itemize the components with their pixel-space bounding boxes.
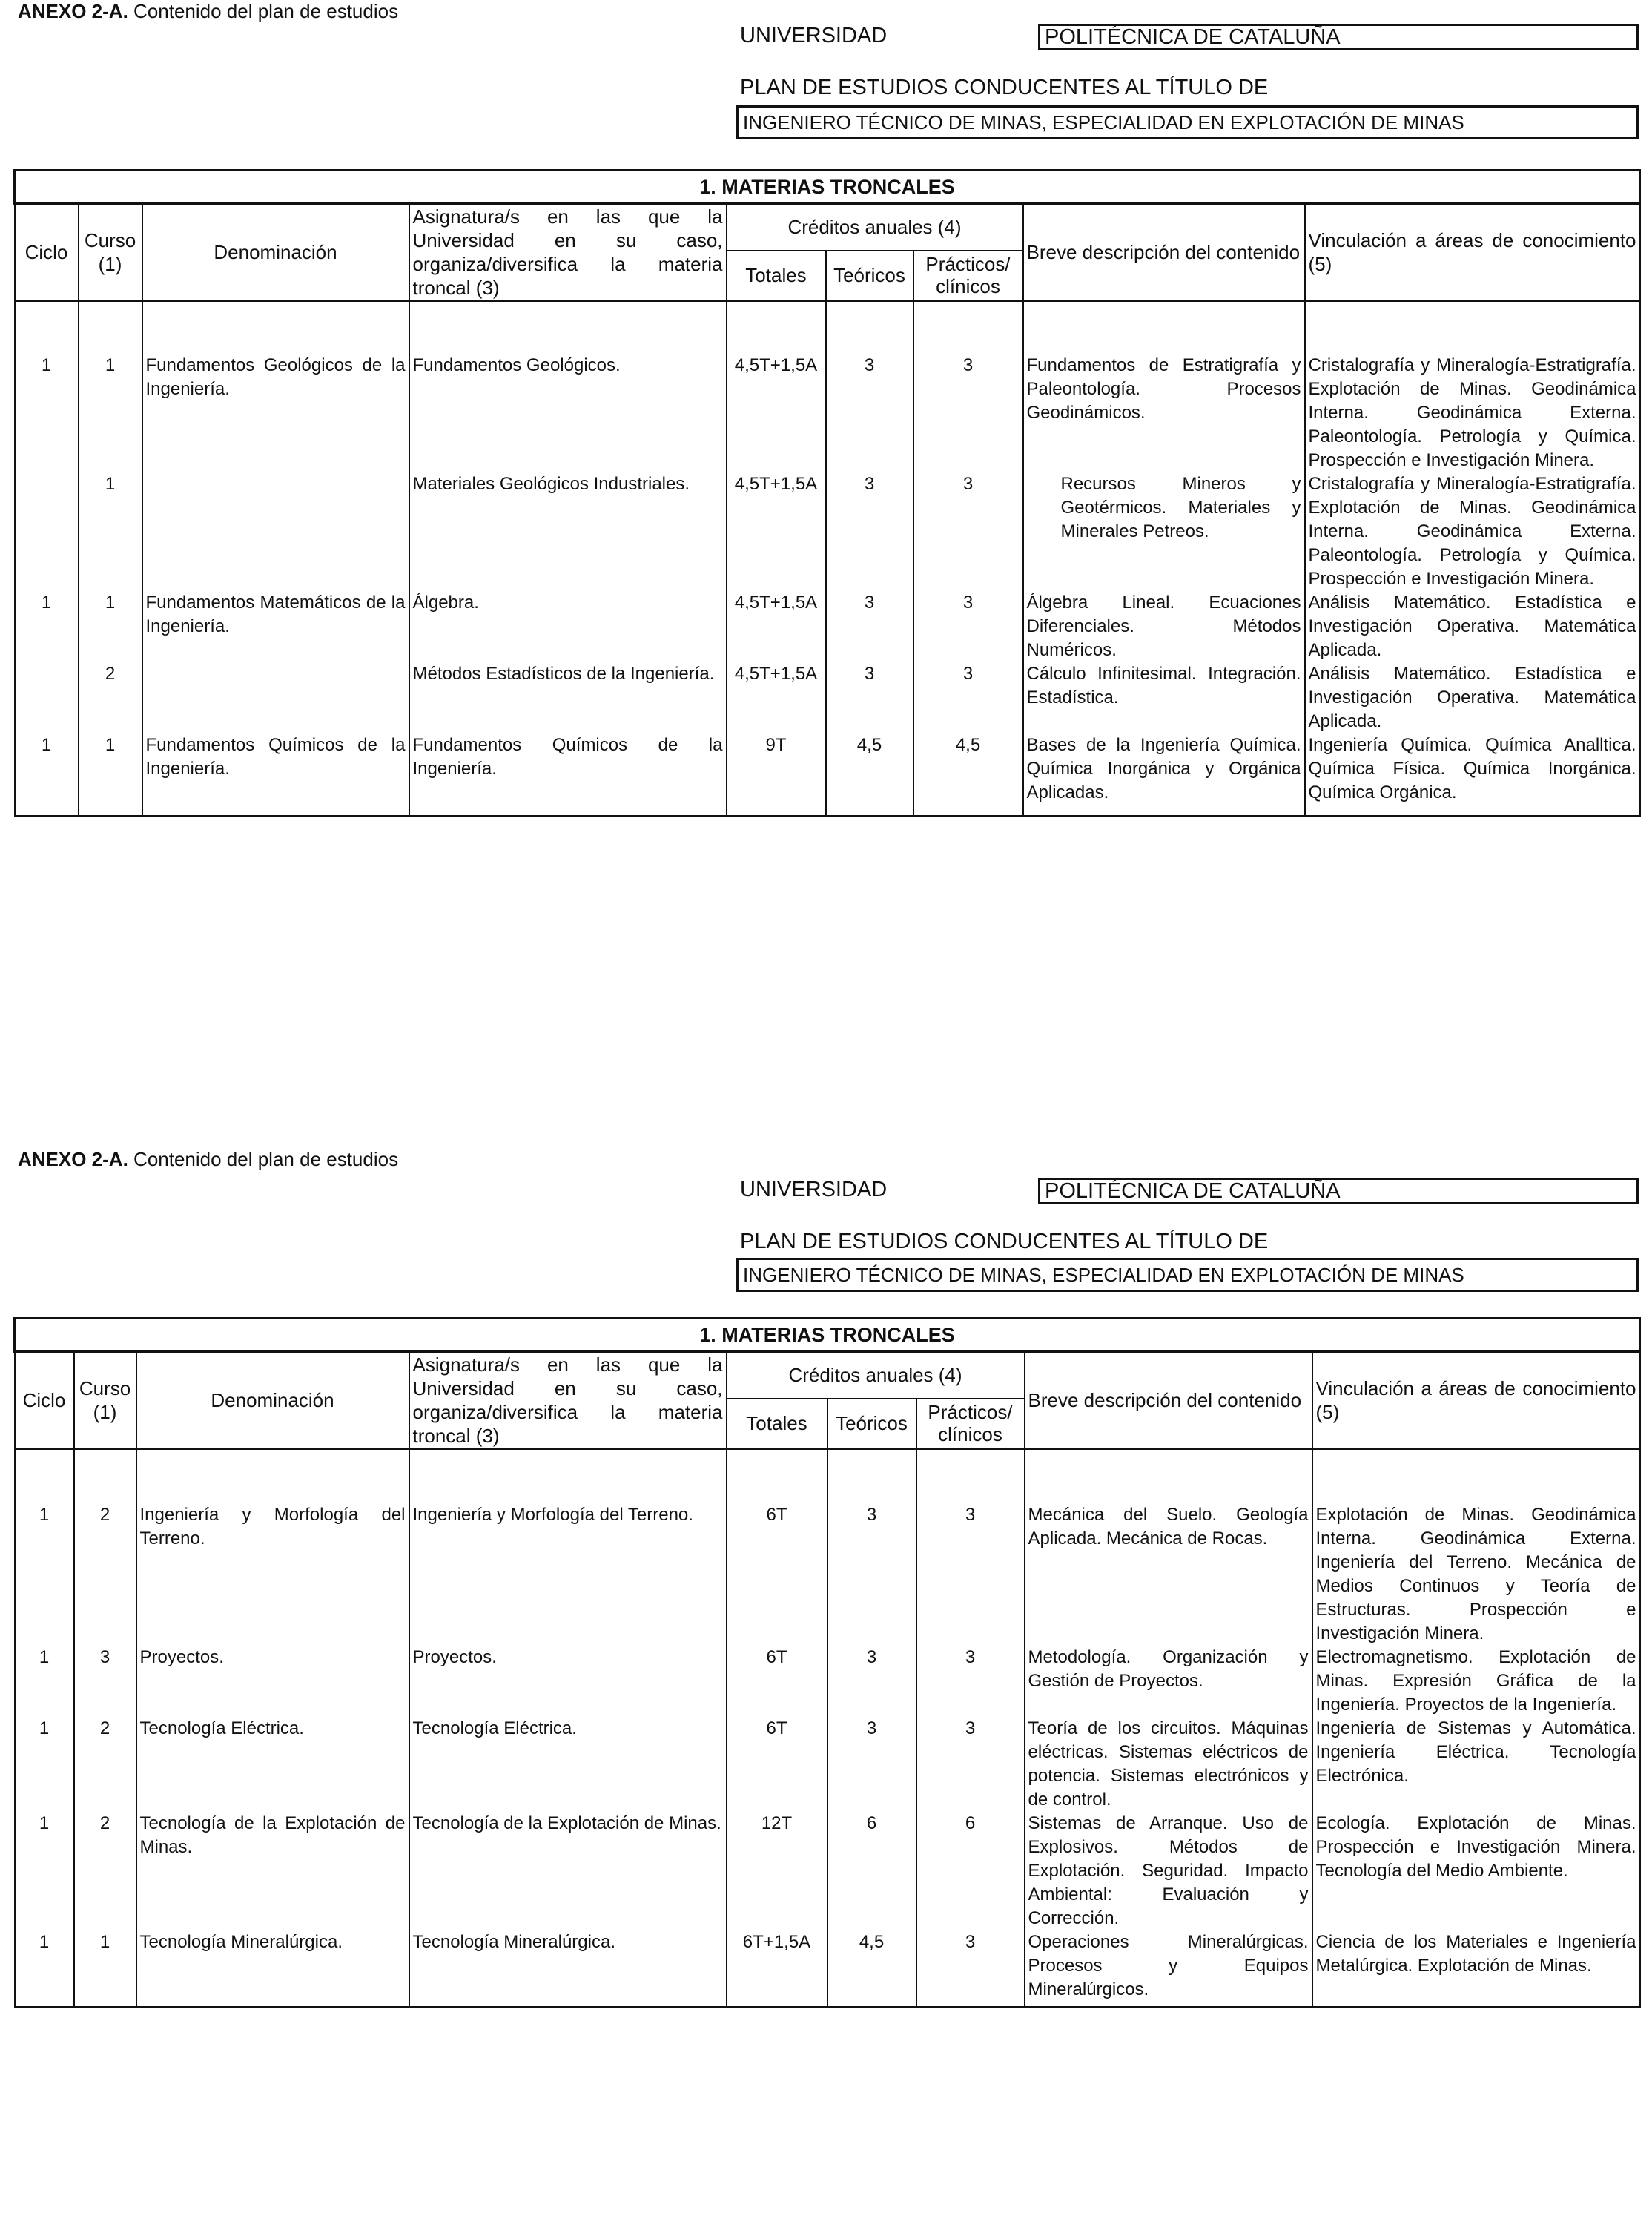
cell-breve: Teoría de los circuitos. Máquinas eléctricas. Sistemas eléctricos de potencia. Sistemas electrónicos y de control.	[1025, 1717, 1312, 1812]
cell-vinculacion: Ciencia de los Materiales e Ingeniería Metalúrgica. Explotación de Minas.	[1312, 1930, 1640, 2008]
cell-totales: 12T	[727, 1812, 827, 1930]
table-title: 1. MATERIAS TRONCALES	[15, 1319, 1640, 1352]
cell-asignatura: Fundamentos Químicos de la Ingeniería.	[409, 733, 727, 817]
header-asignatura: Asignatura/s en las que la Universidad en su caso, organiza/diversifica la materia troncal (3)	[409, 1352, 727, 1449]
table-row	[15, 1646, 1640, 1717]
cell-vinculacion: Análisis Matemático. Estadística e Investigación Operativa. Matemática Aplicada.	[1305, 591, 1640, 662]
table-row	[15, 662, 1640, 733]
header-vinculacion: Vinculación a áreas de conocimiento (5)	[1305, 204, 1640, 301]
cell-curso: 2	[74, 1812, 136, 1930]
table-row	[15, 1449, 1640, 1646]
cell-ciclo: 1	[15, 1930, 74, 2008]
table-row	[15, 1930, 1640, 2008]
cell-curso: 1	[79, 472, 142, 591]
cell-vinculacion: Ingeniería Química. Química Analltica. Química Física. Química Inorgánica. Química Orgánica.	[1305, 733, 1640, 817]
cell-curso: 1	[74, 1930, 136, 2008]
cell-curso: 1	[79, 591, 142, 662]
cell-asignatura: Tecnología de la Explotación de Minas.	[409, 1812, 727, 1930]
cell-asignatura: Fundamentos Geológicos.	[409, 301, 727, 473]
cell-asignatura: Materiales Geológicos Industriales.	[409, 472, 727, 591]
cell-asignatura: Métodos Estadísticos de la Ingeniería.	[409, 662, 727, 733]
cell-teoricos: 3	[826, 472, 913, 591]
cell-breve: Operaciones Mineralúrgicas. Procesos y Equipos Mineralúrgicos.	[1025, 1930, 1312, 2008]
cell-teoricos: 3	[826, 591, 913, 662]
cell-totales: 4,5T+1,5A	[727, 472, 826, 591]
table-row	[15, 1812, 1640, 1930]
cell-totales: 4,5T+1,5A	[727, 662, 826, 733]
header-practicos: Prácticos/ clínicos	[916, 1399, 1025, 1449]
cell-breve: Recursos Mineros y Geotérmicos. Materiales y Minerales Petreos.	[1023, 472, 1305, 591]
universidad-value: POLITÉCNICA DE CATALUÑA	[1038, 24, 1639, 50]
cell-teoricos: 3	[827, 1717, 916, 1812]
cell-breve: Mecánica del Suelo. Geología Aplicada. Mecánica de Rocas.	[1025, 1449, 1312, 1646]
cell-asignatura: Ingeniería y Morfología del Terreno.	[409, 1449, 727, 1646]
cell-denominacion: Tecnología Mineralúrgica.	[136, 1930, 409, 2008]
cell-teoricos: 3	[826, 301, 913, 473]
cell-teoricos: 3	[827, 1646, 916, 1717]
header-denominacion: Denominación	[136, 1352, 409, 1449]
cell-vinculacion: Explotación de Minas. Geodinámica Interna. Geodinámica Externa. Ingeniería del Terreno. Mecánica de Medios Continuos y Teoría de Estructuras. Prospección e Investigación Minera.	[1312, 1449, 1640, 1646]
table-title: 1. MATERIAS TRONCALES	[15, 171, 1640, 204]
cell-ciclo	[15, 662, 79, 733]
cell-practicos: 3	[916, 1930, 1025, 2008]
cell-teoricos: 3	[827, 1449, 916, 1646]
universidad-label: UNIVERSIDAD	[740, 1178, 888, 1201]
cell-practicos: 3	[913, 472, 1023, 591]
cell-breve: Álgebra Lineal. Ecuaciones Diferenciales. Métodos Numéricos.	[1023, 591, 1305, 662]
header-totales: Totales	[727, 251, 826, 301]
cell-curso: 3	[74, 1646, 136, 1717]
cell-breve: Metodología. Organización y Gestión de Proyectos.	[1025, 1646, 1312, 1717]
cell-totales: 6T	[727, 1449, 827, 1646]
titulo-value: INGENIERO TÉCNICO DE MINAS, ESPECIALIDAD EN EXPLOTACIÓN DE MINAS	[736, 105, 1639, 139]
header-denominacion: Denominación	[142, 204, 409, 301]
cell-teoricos: 3	[826, 662, 913, 733]
titulo-value: INGENIERO TÉCNICO DE MINAS, ESPECIALIDAD EN EXPLOTACIÓN DE MINAS	[736, 1258, 1639, 1292]
header-teoricos: Teóricos	[827, 1399, 916, 1449]
header-curso: Curso (1)	[79, 204, 142, 301]
cell-denominacion: Fundamentos Matemáticos de la Ingeniería.	[142, 591, 409, 662]
cell-vinculacion: Análisis Matemático. Estadística e Investigación Operativa. Matemática Aplicada.	[1305, 662, 1640, 733]
anexo-heading: ANEXO 2-A. Contenido del plan de estudios	[18, 0, 399, 22]
materias-table	[13, 1317, 1641, 2008]
plan-label: PLAN DE ESTUDIOS CONDUCENTES AL TÍTULO DE	[740, 1230, 1269, 1253]
cell-denominacion: Tecnología de la Explotación de Minas.	[136, 1812, 409, 1930]
cell-vinculacion: Ingeniería de Sistemas y Automática. Ingeniería Eléctrica. Tecnología Electrónica.	[1312, 1717, 1640, 1812]
cell-practicos: 3	[916, 1449, 1025, 1646]
cell-asignatura: Tecnología Eléctrica.	[409, 1717, 727, 1812]
header-vinculacion: Vinculación a áreas de conocimiento (5)	[1312, 1352, 1640, 1449]
header-totales: Totales	[727, 1399, 827, 1449]
cell-asignatura: Tecnología Mineralúrgica.	[409, 1930, 727, 2008]
cell-ciclo: 1	[15, 733, 79, 817]
plan-label: PLAN DE ESTUDIOS CONDUCENTES AL TÍTULO DE	[740, 76, 1269, 99]
universidad-value: POLITÉCNICA DE CATALUÑA	[1038, 1178, 1639, 1204]
cell-denominacion: Ingeniería y Morfología del Terreno.	[136, 1449, 409, 1646]
cell-ciclo: 1	[15, 301, 79, 473]
cell-breve: Bases de la Ingeniería Química. Química Inorgánica y Orgánica Aplicadas.	[1023, 733, 1305, 817]
cell-ciclo: 1	[15, 1717, 74, 1812]
cell-totales: 4,5T+1,5A	[727, 301, 826, 473]
cell-denominacion	[142, 662, 409, 733]
cell-practicos: 4,5	[913, 733, 1023, 817]
header-asignatura: Asignatura/s en las que la Universidad en su caso, organiza/diversifica la materia troncal (3)	[409, 204, 727, 301]
anexo-heading: ANEXO 2-A. Contenido del plan de estudios	[18, 1148, 399, 1170]
cell-practicos: 3	[913, 301, 1023, 473]
table-row	[15, 472, 1640, 591]
cell-ciclo	[15, 472, 79, 591]
cell-curso: 2	[79, 662, 142, 733]
cell-denominacion: Fundamentos Geológicos de la Ingeniería.	[142, 301, 409, 473]
cell-totales: 9T	[727, 733, 826, 817]
header-creditos: Créditos anuales (4)	[727, 1352, 1025, 1399]
header-ciclo: Ciclo	[15, 1352, 74, 1449]
header-creditos: Créditos anuales (4)	[727, 204, 1023, 251]
cell-denominacion: Tecnología Eléctrica.	[136, 1717, 409, 1812]
header-teoricos: Teóricos	[826, 251, 913, 301]
header-curso: Curso (1)	[74, 1352, 136, 1449]
cell-ciclo: 1	[15, 1812, 74, 1930]
header-breve: Breve descripción del contenido	[1025, 1352, 1312, 1449]
cell-totales: 6T	[727, 1717, 827, 1812]
cell-practicos: 3	[916, 1717, 1025, 1812]
cell-curso: 2	[74, 1449, 136, 1646]
cell-teoricos: 4,5	[826, 733, 913, 817]
cell-teoricos: 4,5	[827, 1930, 916, 2008]
cell-totales: 6T	[727, 1646, 827, 1717]
cell-asignatura: Proyectos.	[409, 1646, 727, 1717]
table-row	[15, 733, 1640, 817]
cell-ciclo: 1	[15, 1646, 74, 1717]
materias-table	[13, 169, 1641, 817]
cell-asignatura: Álgebra.	[409, 591, 727, 662]
cell-totales: 6T+1,5A	[727, 1930, 827, 2008]
cell-vinculacion: Cristalografía y Mineralogía-Estratigrafía. Explotación de Minas. Geodinámica Interna. Geodinámica Externa. Paleontología. Petrología y Química. Prospección e Investigación Minera.	[1305, 301, 1640, 473]
cell-ciclo: 1	[15, 1449, 74, 1646]
cell-curso: 2	[74, 1717, 136, 1812]
cell-breve: Cálculo Infinitesimal. Integración. Estadística.	[1023, 662, 1305, 733]
cell-denominacion: Fundamentos Químicos de la Ingeniería.	[142, 733, 409, 817]
header-ciclo: Ciclo	[15, 204, 79, 301]
cell-practicos: 3	[916, 1646, 1025, 1717]
cell-vinculacion: Ecología. Explotación de Minas. Prospección e Investigación Minera. Tecnología del Medio Ambiente.	[1312, 1812, 1640, 1930]
cell-ciclo: 1	[15, 591, 79, 662]
universidad-label: UNIVERSIDAD	[740, 24, 888, 47]
cell-curso: 1	[79, 733, 142, 817]
header-practicos: Prácticos/ clínicos	[913, 251, 1023, 301]
cell-denominacion: Proyectos.	[136, 1646, 409, 1717]
table-row	[15, 1717, 1640, 1812]
cell-breve: Fundamentos de Estratigrafía y Paleontología. Procesos Geodinámicos.	[1023, 301, 1305, 473]
cell-vinculacion: Electromagnetismo. Explotación de Minas. Expresión Gráfica de la Ingeniería. Proyectos de la Ingeniería.	[1312, 1646, 1640, 1717]
table-row	[15, 591, 1640, 662]
cell-practicos: 6	[916, 1812, 1025, 1930]
cell-totales: 4,5T+1,5A	[727, 591, 826, 662]
cell-breve: Sistemas de Arranque. Uso de Explosivos. Métodos de Explotación. Seguridad. Impacto Ambiental: Evaluación y Corrección.	[1025, 1812, 1312, 1930]
cell-teoricos: 6	[827, 1812, 916, 1930]
header-breve: Breve descripción del contenido	[1023, 204, 1305, 301]
table-row	[15, 301, 1640, 473]
cell-practicos: 3	[913, 662, 1023, 733]
cell-curso: 1	[79, 301, 142, 473]
cell-vinculacion: Cristalografía y Mineralogía-Estratigrafía. Explotación de Minas. Geodinámica Interna. Geodinámica Externa. Paleontología. Petrología y Química. Prospección e Investigación Minera.	[1305, 472, 1640, 591]
cell-practicos: 3	[913, 591, 1023, 662]
cell-denominacion	[142, 472, 409, 591]
